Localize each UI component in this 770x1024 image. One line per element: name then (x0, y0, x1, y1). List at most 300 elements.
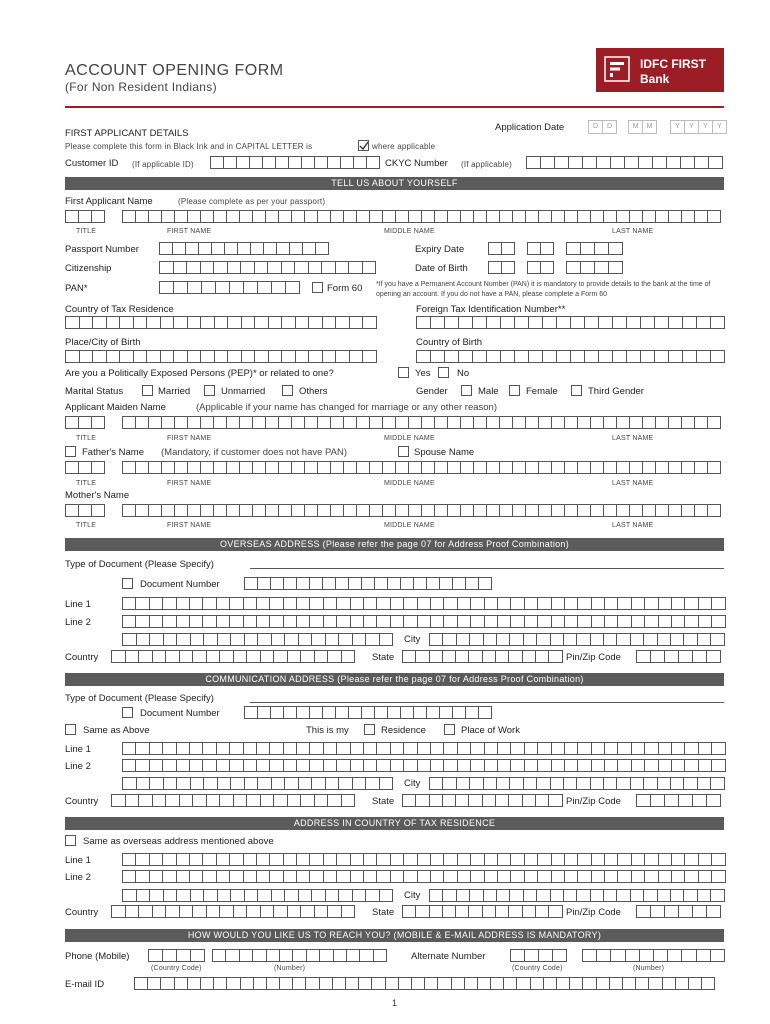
char-box[interactable] (448, 416, 461, 429)
char-box[interactable] (427, 706, 440, 719)
foreign-tin-input[interactable] (416, 316, 725, 329)
char-box[interactable] (695, 156, 709, 169)
char-box[interactable] (487, 504, 500, 517)
char-box[interactable] (444, 853, 457, 866)
char-box[interactable] (230, 615, 243, 628)
char-box[interactable] (630, 504, 643, 517)
char-box[interactable] (201, 416, 214, 429)
char-box[interactable] (465, 977, 478, 990)
char-box[interactable] (107, 316, 121, 329)
char-box[interactable] (244, 742, 257, 755)
char-box[interactable] (469, 794, 482, 807)
char-box[interactable] (595, 261, 609, 274)
char-box[interactable] (566, 261, 581, 274)
char-box[interactable] (610, 977, 623, 990)
char-box[interactable] (552, 597, 565, 610)
char-box[interactable] (214, 977, 227, 990)
char-box[interactable] (203, 615, 216, 628)
char-box[interactable] (571, 316, 585, 329)
char-box[interactable] (445, 350, 459, 363)
char-box[interactable] (122, 504, 136, 517)
char-box[interactable] (431, 853, 444, 866)
char-box[interactable] (326, 777, 340, 790)
char-box[interactable] (708, 416, 721, 429)
char-box[interactable] (370, 461, 383, 474)
comm-country-input[interactable] (111, 794, 355, 807)
char-box[interactable] (515, 316, 529, 329)
char-box[interactable] (148, 977, 161, 990)
char-box[interactable] (689, 977, 702, 990)
char-box[interactable] (444, 870, 457, 883)
char-box[interactable] (323, 316, 337, 329)
char-box[interactable] (569, 156, 583, 169)
char-box[interactable] (538, 759, 551, 772)
char-box[interactable] (324, 870, 337, 883)
char-box[interactable] (443, 889, 456, 902)
char-box[interactable] (511, 853, 524, 866)
char-box[interactable] (708, 504, 721, 517)
char-box[interactable] (564, 633, 577, 646)
char-box[interactable] (551, 889, 564, 902)
char-box[interactable] (193, 650, 207, 663)
char-box[interactable] (452, 977, 465, 990)
unmarried-checkbox[interactable] (204, 385, 215, 396)
char-box[interactable] (312, 777, 326, 790)
char-box[interactable] (188, 416, 201, 429)
char-box[interactable] (552, 210, 565, 223)
char-box[interactable] (484, 889, 497, 902)
char-box[interactable] (173, 242, 186, 255)
char-box[interactable] (164, 889, 178, 902)
comm-doc-number-input[interactable] (244, 706, 492, 719)
char-box[interactable] (148, 949, 163, 962)
char-box[interactable] (416, 316, 431, 329)
char-box[interactable] (396, 210, 409, 223)
char-box[interactable] (337, 853, 350, 866)
same-as-above-checkbox[interactable] (65, 724, 76, 735)
char-box[interactable] (177, 615, 190, 628)
char-box[interactable] (474, 461, 487, 474)
char-box[interactable] (347, 949, 360, 962)
char-box[interactable] (377, 742, 390, 755)
char-box[interactable] (524, 777, 537, 790)
char-box[interactable] (504, 977, 517, 990)
char-box[interactable] (431, 759, 444, 772)
char-box[interactable] (641, 316, 655, 329)
char-box[interactable] (658, 777, 671, 790)
char-box[interactable] (161, 977, 174, 990)
char-box[interactable] (597, 156, 611, 169)
char-box[interactable] (122, 853, 136, 866)
passport-input[interactable] (159, 242, 329, 255)
char-box[interactable] (651, 905, 665, 918)
char-box[interactable] (240, 461, 253, 474)
char-box[interactable] (707, 794, 721, 807)
char-box[interactable] (230, 597, 243, 610)
ckyc-input[interactable] (526, 156, 723, 169)
char-box[interactable] (339, 889, 353, 902)
char-box[interactable] (193, 905, 207, 918)
country-birth-input[interactable] (416, 350, 725, 363)
char-box[interactable] (375, 577, 388, 590)
char-box[interactable] (302, 156, 315, 169)
char-box[interactable] (399, 977, 412, 990)
char-box[interactable] (134, 316, 148, 329)
char-box[interactable] (618, 759, 631, 772)
char-box[interactable] (164, 633, 178, 646)
char-box[interactable] (655, 350, 669, 363)
char-box[interactable] (578, 759, 591, 772)
char-box[interactable] (136, 870, 149, 883)
char-box[interactable] (214, 416, 227, 429)
char-box[interactable] (263, 156, 276, 169)
char-box[interactable] (431, 597, 444, 610)
char-box[interactable] (485, 742, 498, 755)
char-box[interactable] (404, 597, 417, 610)
char-box[interactable] (134, 977, 148, 990)
tax-line2-input[interactable] (122, 870, 726, 883)
char-box[interactable] (253, 949, 266, 962)
char-box[interactable] (581, 242, 595, 255)
char-box[interactable] (712, 615, 725, 628)
char-box[interactable] (655, 316, 669, 329)
char-box[interactable] (539, 210, 552, 223)
char-box[interactable] (543, 316, 557, 329)
char-box[interactable] (326, 633, 340, 646)
char-box[interactable] (163, 742, 176, 755)
char-box[interactable] (203, 759, 216, 772)
char-box[interactable] (456, 905, 469, 918)
char-box[interactable] (659, 597, 672, 610)
char-box[interactable] (65, 316, 80, 329)
char-box[interactable] (484, 777, 497, 790)
char-box[interactable] (201, 210, 214, 223)
char-box[interactable] (220, 650, 234, 663)
char-box[interactable] (188, 977, 201, 990)
char-box[interactable] (216, 281, 230, 294)
char-box[interactable] (529, 350, 543, 363)
same-overseas-checkbox[interactable] (65, 835, 76, 846)
char-box[interactable] (444, 597, 457, 610)
char-box[interactable] (174, 316, 188, 329)
char-box[interactable] (422, 504, 435, 517)
char-box[interactable] (541, 261, 554, 274)
char-box[interactable] (245, 633, 259, 646)
char-box[interactable] (693, 794, 707, 807)
char-box[interactable] (350, 316, 364, 329)
char-box[interactable] (683, 350, 697, 363)
char-box[interactable] (357, 504, 370, 517)
char-box[interactable] (150, 615, 163, 628)
char-box[interactable] (383, 461, 396, 474)
char-box[interactable] (491, 977, 504, 990)
char-box[interactable] (139, 905, 153, 918)
char-box[interactable] (242, 350, 256, 363)
pan-input[interactable] (159, 281, 300, 294)
char-box[interactable] (240, 504, 253, 517)
char-box[interactable] (240, 416, 253, 429)
char-box[interactable] (247, 650, 261, 663)
char-box[interactable] (107, 350, 121, 363)
char-box[interactable] (431, 316, 445, 329)
char-box[interactable] (279, 461, 292, 474)
char-box[interactable] (150, 633, 164, 646)
char-box[interactable] (153, 794, 167, 807)
char-box[interactable] (425, 977, 438, 990)
char-box[interactable] (136, 461, 149, 474)
char-box[interactable] (511, 870, 524, 883)
char-box[interactable] (699, 597, 712, 610)
char-box[interactable] (349, 577, 362, 590)
maiden-title-input[interactable] (65, 416, 105, 429)
char-box[interactable] (471, 853, 484, 866)
char-box[interactable] (225, 242, 238, 255)
comm-doc-type-input[interactable] (250, 702, 724, 703)
char-box[interactable] (578, 210, 591, 223)
char-box[interactable] (469, 650, 482, 663)
char-box[interactable] (552, 461, 565, 474)
char-box[interactable] (618, 742, 631, 755)
char-box[interactable] (591, 504, 604, 517)
char-box[interactable] (214, 261, 228, 274)
char-box[interactable] (257, 759, 270, 772)
char-box[interactable] (126, 905, 140, 918)
char-box[interactable] (711, 316, 725, 329)
char-box[interactable] (643, 504, 656, 517)
dob-day-input[interactable] (488, 261, 515, 274)
char-box[interactable] (461, 210, 474, 223)
char-box[interactable] (591, 889, 604, 902)
char-box[interactable] (122, 777, 137, 790)
mother-name-input[interactable] (122, 504, 721, 517)
char-box[interactable] (645, 742, 658, 755)
char-box[interactable] (487, 461, 500, 474)
char-box[interactable] (485, 615, 498, 628)
char-box[interactable] (396, 416, 409, 429)
char-box[interactable] (217, 870, 230, 883)
char-box[interactable] (627, 316, 641, 329)
char-box[interactable] (444, 615, 457, 628)
char-box[interactable] (297, 759, 310, 772)
char-box[interactable] (245, 889, 259, 902)
char-box[interactable] (698, 633, 711, 646)
tax-state-input[interactable] (402, 905, 563, 918)
pep-no-checkbox[interactable] (438, 367, 449, 378)
char-box[interactable] (565, 210, 578, 223)
char-box[interactable] (682, 461, 695, 474)
char-box[interactable] (224, 156, 237, 169)
char-box[interactable] (500, 461, 513, 474)
overseas-country-input[interactable] (111, 650, 355, 663)
char-box[interactable] (230, 759, 243, 772)
char-box[interactable] (658, 633, 671, 646)
char-box[interactable] (250, 156, 263, 169)
char-box[interactable] (380, 777, 394, 790)
char-box[interactable] (577, 633, 590, 646)
char-box[interactable] (139, 794, 153, 807)
char-box[interactable] (201, 316, 215, 329)
char-box[interactable] (193, 794, 207, 807)
char-box[interactable] (498, 853, 511, 866)
char-box[interactable] (299, 889, 313, 902)
char-box[interactable] (220, 905, 234, 918)
char-box[interactable] (323, 577, 336, 590)
char-box[interactable] (315, 905, 329, 918)
char-box[interactable] (289, 156, 302, 169)
char-box[interactable] (538, 853, 551, 866)
char-box[interactable] (632, 870, 645, 883)
char-box[interactable] (364, 742, 377, 755)
char-box[interactable] (685, 742, 698, 755)
char-box[interactable] (525, 853, 538, 866)
overseas-line3-input[interactable] (122, 633, 393, 646)
char-box[interactable] (285, 633, 299, 646)
char-box[interactable] (309, 316, 323, 329)
char-box[interactable] (591, 633, 604, 646)
char-box[interactable] (391, 742, 404, 755)
char-box[interactable] (453, 577, 466, 590)
char-box[interactable] (604, 633, 617, 646)
char-box[interactable] (585, 350, 599, 363)
char-box[interactable] (497, 889, 510, 902)
char-box[interactable] (79, 461, 92, 474)
char-box[interactable] (474, 210, 487, 223)
char-box[interactable] (175, 416, 188, 429)
char-box[interactable] (632, 759, 645, 772)
char-box[interactable] (177, 870, 190, 883)
char-box[interactable] (159, 281, 174, 294)
char-box[interactable] (656, 416, 669, 429)
char-box[interactable] (272, 889, 286, 902)
char-box[interactable] (604, 777, 617, 790)
overseas-city-input[interactable] (429, 633, 725, 646)
char-box[interactable] (150, 742, 163, 755)
female-checkbox[interactable] (509, 385, 520, 396)
char-box[interactable] (244, 615, 257, 628)
char-box[interactable] (344, 461, 357, 474)
char-box[interactable] (618, 853, 631, 866)
char-box[interactable] (500, 416, 513, 429)
char-box[interactable] (630, 210, 643, 223)
char-box[interactable] (149, 210, 162, 223)
char-box[interactable] (270, 742, 283, 755)
char-box[interactable] (363, 316, 377, 329)
char-box[interactable] (204, 633, 218, 646)
char-box[interactable] (366, 889, 380, 902)
expiry-day-input[interactable] (488, 242, 515, 255)
char-box[interactable] (597, 949, 611, 962)
char-box[interactable] (217, 597, 230, 610)
char-box[interactable] (234, 794, 248, 807)
char-box[interactable] (65, 461, 79, 474)
overseas-pin-input[interactable] (636, 650, 721, 663)
char-box[interactable] (166, 650, 180, 663)
char-box[interactable] (473, 316, 487, 329)
char-box[interactable] (496, 794, 509, 807)
char-box[interactable] (418, 615, 431, 628)
char-box[interactable] (469, 905, 482, 918)
char-box[interactable] (604, 416, 617, 429)
char-box[interactable] (230, 870, 243, 883)
char-box[interactable] (228, 350, 242, 363)
char-box[interactable] (693, 650, 707, 663)
char-box[interactable] (374, 949, 387, 962)
char-box[interactable] (431, 870, 444, 883)
char-box[interactable] (349, 706, 362, 719)
application-date-month[interactable] (628, 120, 657, 134)
char-box[interactable] (502, 261, 515, 274)
char-box[interactable] (636, 650, 651, 663)
char-box[interactable] (487, 316, 501, 329)
char-box[interactable] (515, 350, 529, 363)
char-box[interactable] (163, 949, 177, 962)
char-box[interactable] (336, 706, 349, 719)
char-box[interactable] (240, 210, 253, 223)
char-box[interactable] (337, 759, 350, 772)
char-box[interactable] (177, 777, 191, 790)
char-box[interactable] (162, 504, 175, 517)
char-box[interactable] (201, 461, 214, 474)
char-box[interactable] (217, 759, 230, 772)
char-box[interactable] (306, 977, 319, 990)
char-box[interactable] (188, 316, 202, 329)
char-box[interactable] (487, 210, 500, 223)
char-box[interactable] (636, 977, 649, 990)
char-box[interactable] (351, 615, 364, 628)
char-box[interactable] (564, 777, 577, 790)
char-box[interactable] (386, 977, 399, 990)
char-box[interactable] (215, 316, 229, 329)
char-box[interactable] (258, 777, 272, 790)
char-box[interactable] (525, 949, 539, 962)
char-box[interactable] (609, 242, 623, 255)
char-box[interactable] (310, 759, 323, 772)
char-box[interactable] (672, 759, 685, 772)
char-box[interactable] (177, 889, 191, 902)
char-box[interactable] (257, 742, 270, 755)
char-box[interactable] (527, 261, 541, 274)
char-box[interactable] (261, 794, 275, 807)
char-box[interactable] (161, 350, 175, 363)
char-box[interactable] (414, 706, 427, 719)
char-box[interactable] (459, 350, 473, 363)
char-box[interactable] (617, 889, 630, 902)
char-box[interactable] (631, 889, 644, 902)
char-box[interactable] (685, 870, 698, 883)
char-box[interactable] (261, 905, 275, 918)
char-box[interactable] (159, 242, 173, 255)
char-box[interactable] (510, 949, 525, 962)
char-box[interactable] (496, 905, 509, 918)
char-box[interactable] (523, 650, 536, 663)
char-box[interactable] (353, 777, 367, 790)
char-box[interactable] (309, 350, 323, 363)
char-box[interactable] (254, 977, 267, 990)
char-box[interactable] (438, 977, 451, 990)
applicant-name-input[interactable] (122, 210, 721, 223)
char-box[interactable] (305, 416, 318, 429)
char-box[interactable] (552, 870, 565, 883)
char-box[interactable] (377, 615, 390, 628)
char-box[interactable] (565, 461, 578, 474)
char-box[interactable] (565, 870, 578, 883)
char-box[interactable] (595, 242, 609, 255)
char-box[interactable] (592, 853, 605, 866)
char-box[interactable] (190, 615, 203, 628)
char-box[interactable] (364, 597, 377, 610)
char-box[interactable] (611, 156, 625, 169)
char-box[interactable] (227, 461, 240, 474)
